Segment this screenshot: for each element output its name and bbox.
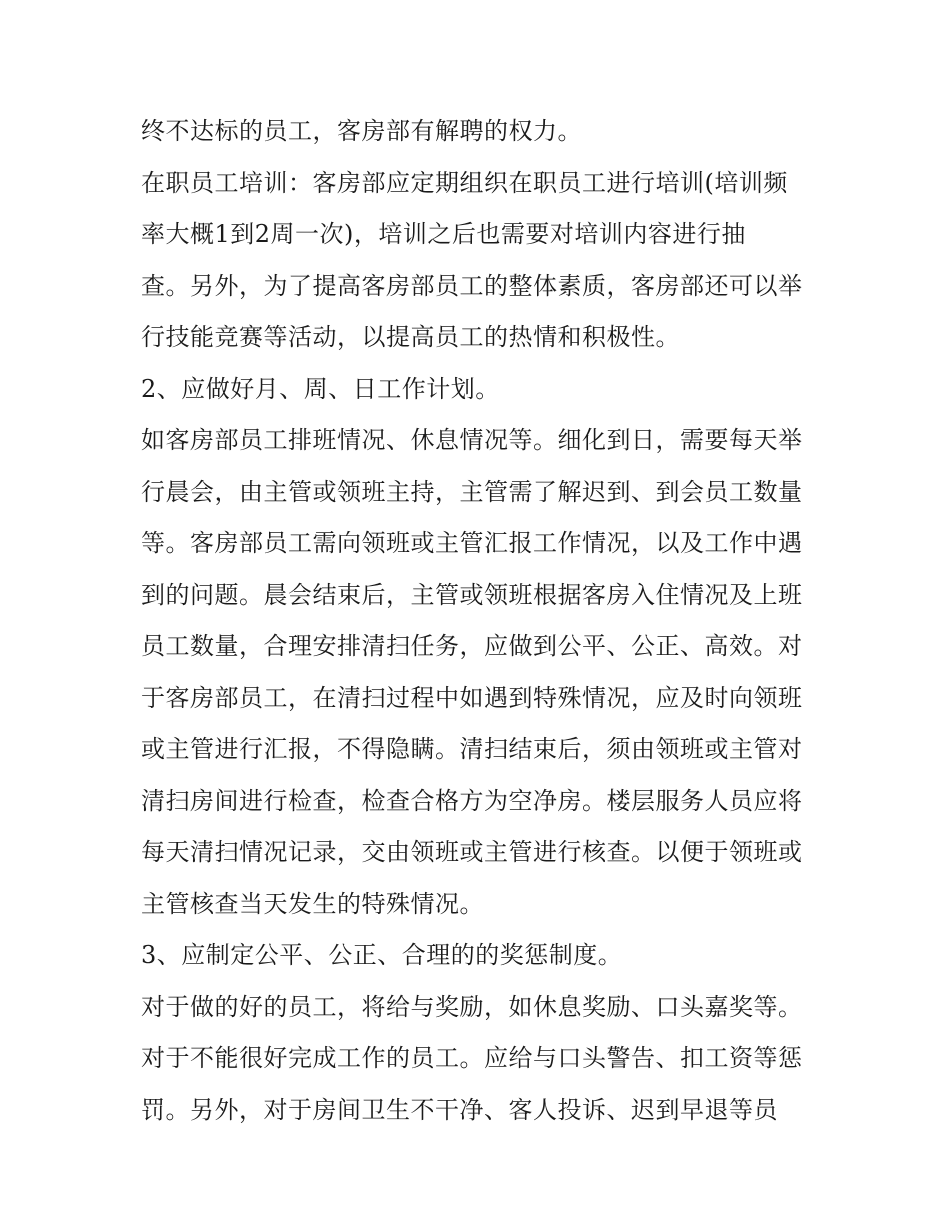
text-line: 主管核查当天发生的特殊情况。 — [141, 889, 484, 918]
body-text — [141, 106, 821, 1136]
text-line: 查。另外，为了提高客房部员工的整体素质，客房部还可以举 — [141, 271, 803, 300]
section-heading: 2、应做好月、周、日工作计划。 — [141, 374, 500, 403]
text-line: 罚。另外，对于房间卫生不干净、客人投诉、迟到早退等员 — [141, 1095, 778, 1124]
text-line: 对于做的好的员工，将给与奖励，如休息奖励、口头嘉奖等。 — [141, 992, 803, 1021]
text-line: 于客房部员工，在清扫过程中如遇到特殊情况，应及时向领班 — [141, 683, 803, 712]
section-heading: 3、应制定公平、公正、合理的的奖惩制度。 — [141, 941, 623, 969]
text-line: 如客房部员工排班情况、休息情况等。细化到日，需要每天举 — [141, 426, 803, 454]
text-line: 员工数量，合理安排清扫任务，应做到公平、公正、高效。对 — [141, 632, 803, 660]
text-line: 清扫房间进行检查，检查合格方为空净房。楼层服务人员应将 — [141, 786, 803, 815]
text-line: 率大概1到2周一次)，培训之后也需要对培训内容进行抽 — [141, 220, 746, 248]
text-line: 在职员工培训：客房部应定期组织在职员工进行培训(培训频 — [141, 168, 788, 197]
text-line: 每天清扫情况记录，交由领班或主管进行核查。以便于领班或 — [141, 838, 803, 866]
text-line: 等。客房部员工需向领班或主管汇报工作情况，以及工作中遇 — [141, 529, 803, 557]
text-line: 或主管进行汇报，不得隐瞒。清扫结束后，须由领班或主管对 — [141, 735, 803, 763]
text-line: 对于不能很好完成工作的员工。应给与口头警告、扣工资等惩 — [141, 1044, 803, 1072]
text-line: 行晨会，由主管或领班主持，主管需了解迟到、到会员工数量 — [141, 477, 803, 506]
text-line: 终不达标的员工，客房部有解聘的权力。 — [141, 117, 582, 145]
text-line: 到的问题。晨会结束后，主管或领班根据客房入住情况及上班 — [141, 580, 803, 609]
text-line: 行技能竞赛等活动，以提高员工的热情和积极性。 — [141, 323, 680, 351]
